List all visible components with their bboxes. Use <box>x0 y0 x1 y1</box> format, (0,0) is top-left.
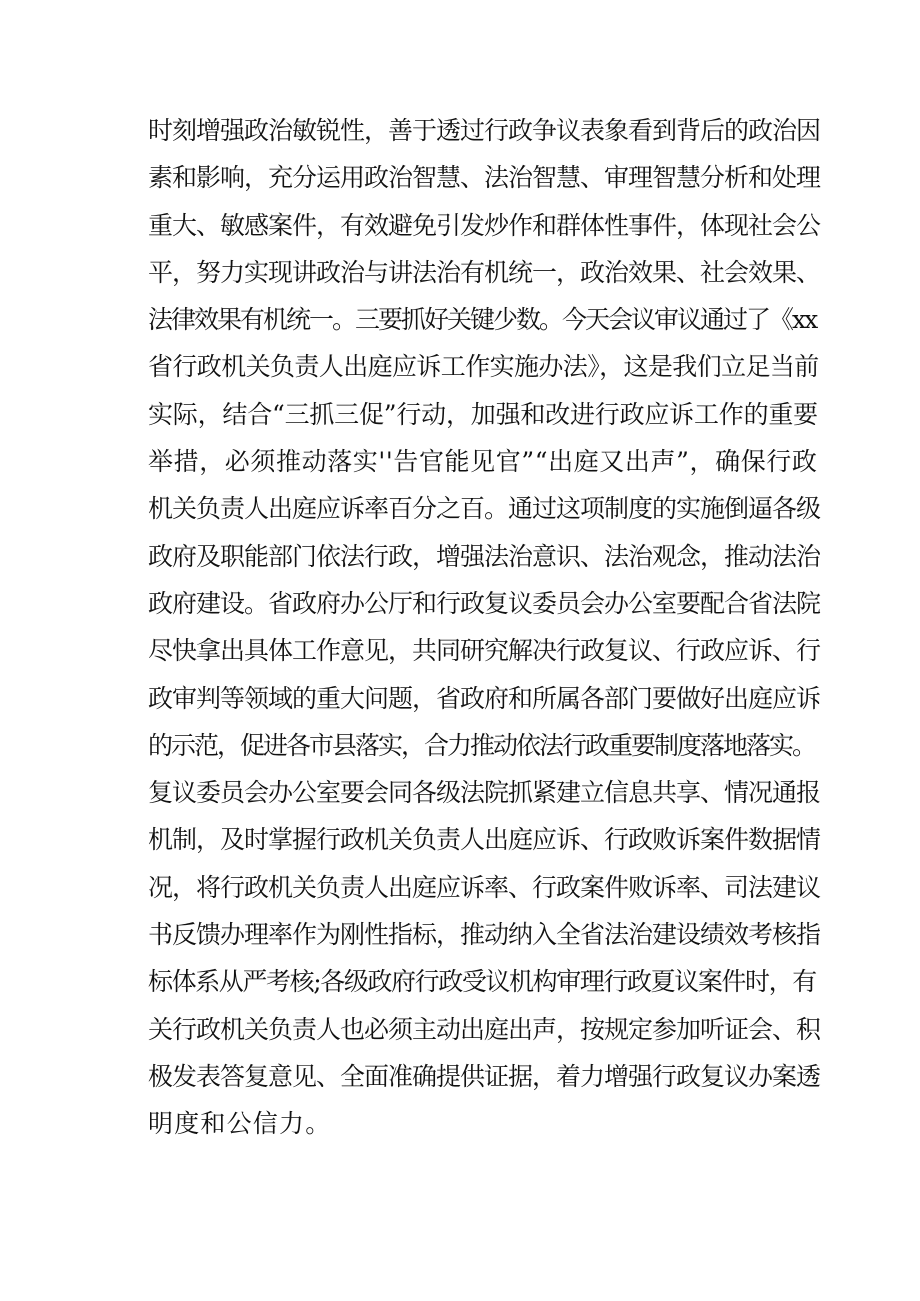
text-line: 机制，及时掌握行政机关负责人出庭应诉、行政败诉案件数据情 <box>148 825 821 855</box>
text-line: 素和影响，充分运用政治智慧、法治智慧、审理智慧分析和处理 <box>148 163 821 193</box>
text-line: 重大、敏感案件，有效避免引发炒作和群体性事件，体现社会公 <box>148 210 821 240</box>
text-line: 书反馈办理率作为刚性指标，推动纳入全省法治建设绩效考核指 <box>148 920 821 950</box>
text-line: 的示范，促进各市县落实，合力推动依法行政重要制度落地落实。 <box>148 730 816 760</box>
text-line: 机关负责人出庭应诉率百分之百。通过这项制度的实施倒逼各级 <box>148 494 821 524</box>
text-line: 复议委员会办公室要会同各级法院抓紧建立信息共享、情况通报 <box>148 778 821 808</box>
text-line: 政府建设。省政府办公厅和行政复议委员会办公室要配合省法院 <box>148 588 821 618</box>
text-line: 政审判等领域的重大问题，省政府和所属各部门要做好出庭应诉 <box>148 683 821 713</box>
text-line: 极发表答复意见、全面准确提供证据，着力增强行政复议办案透 <box>148 1061 821 1091</box>
text-line: 明度和公信力。 <box>148 1109 332 1139</box>
text-line: 时刻增强政治敏锐性，善于透过行政争议表象看到背后的政治因 <box>148 116 821 145</box>
text-line: 政府及职能部门依法行政，增强法治意识、法治观念，推动法治 <box>148 541 821 571</box>
text-line: 况，将行政机关负责人出庭应诉率、行政案件败诉率、司法建议 <box>148 872 821 902</box>
text-line: 举措，必须推动落实''告官能见官”“出庭又出声”，确保行政 <box>148 447 818 477</box>
text-line: 平，努力实现讲政治与讲法治有机统一，政治效果、社会效果、 <box>148 257 821 287</box>
text-line: 尽快拿出具体工作意见，共同研究解决行政复议、行政应诉、行 <box>148 636 821 666</box>
text-line: 实际，结合“三抓三促”行动，加强和改进行政应诉工作的重要 <box>148 399 818 429</box>
text-line: 省行政机关负责人出庭应诉工作实施办法》，这是我们立足当前 <box>148 352 819 382</box>
body-paragraph <box>148 107 821 1148</box>
text-line: 关行政机关负责人也必须主动出庭出声，按规定参加听证会、积 <box>148 1014 821 1044</box>
text-line: 标体系从严考核;各级政府行政受议机构审理行政夏议案件时，有 <box>148 967 816 997</box>
text-line: 法律效果有机统一。三要抓好关键少数。今天会议审议通过了《xx <box>148 305 817 335</box>
